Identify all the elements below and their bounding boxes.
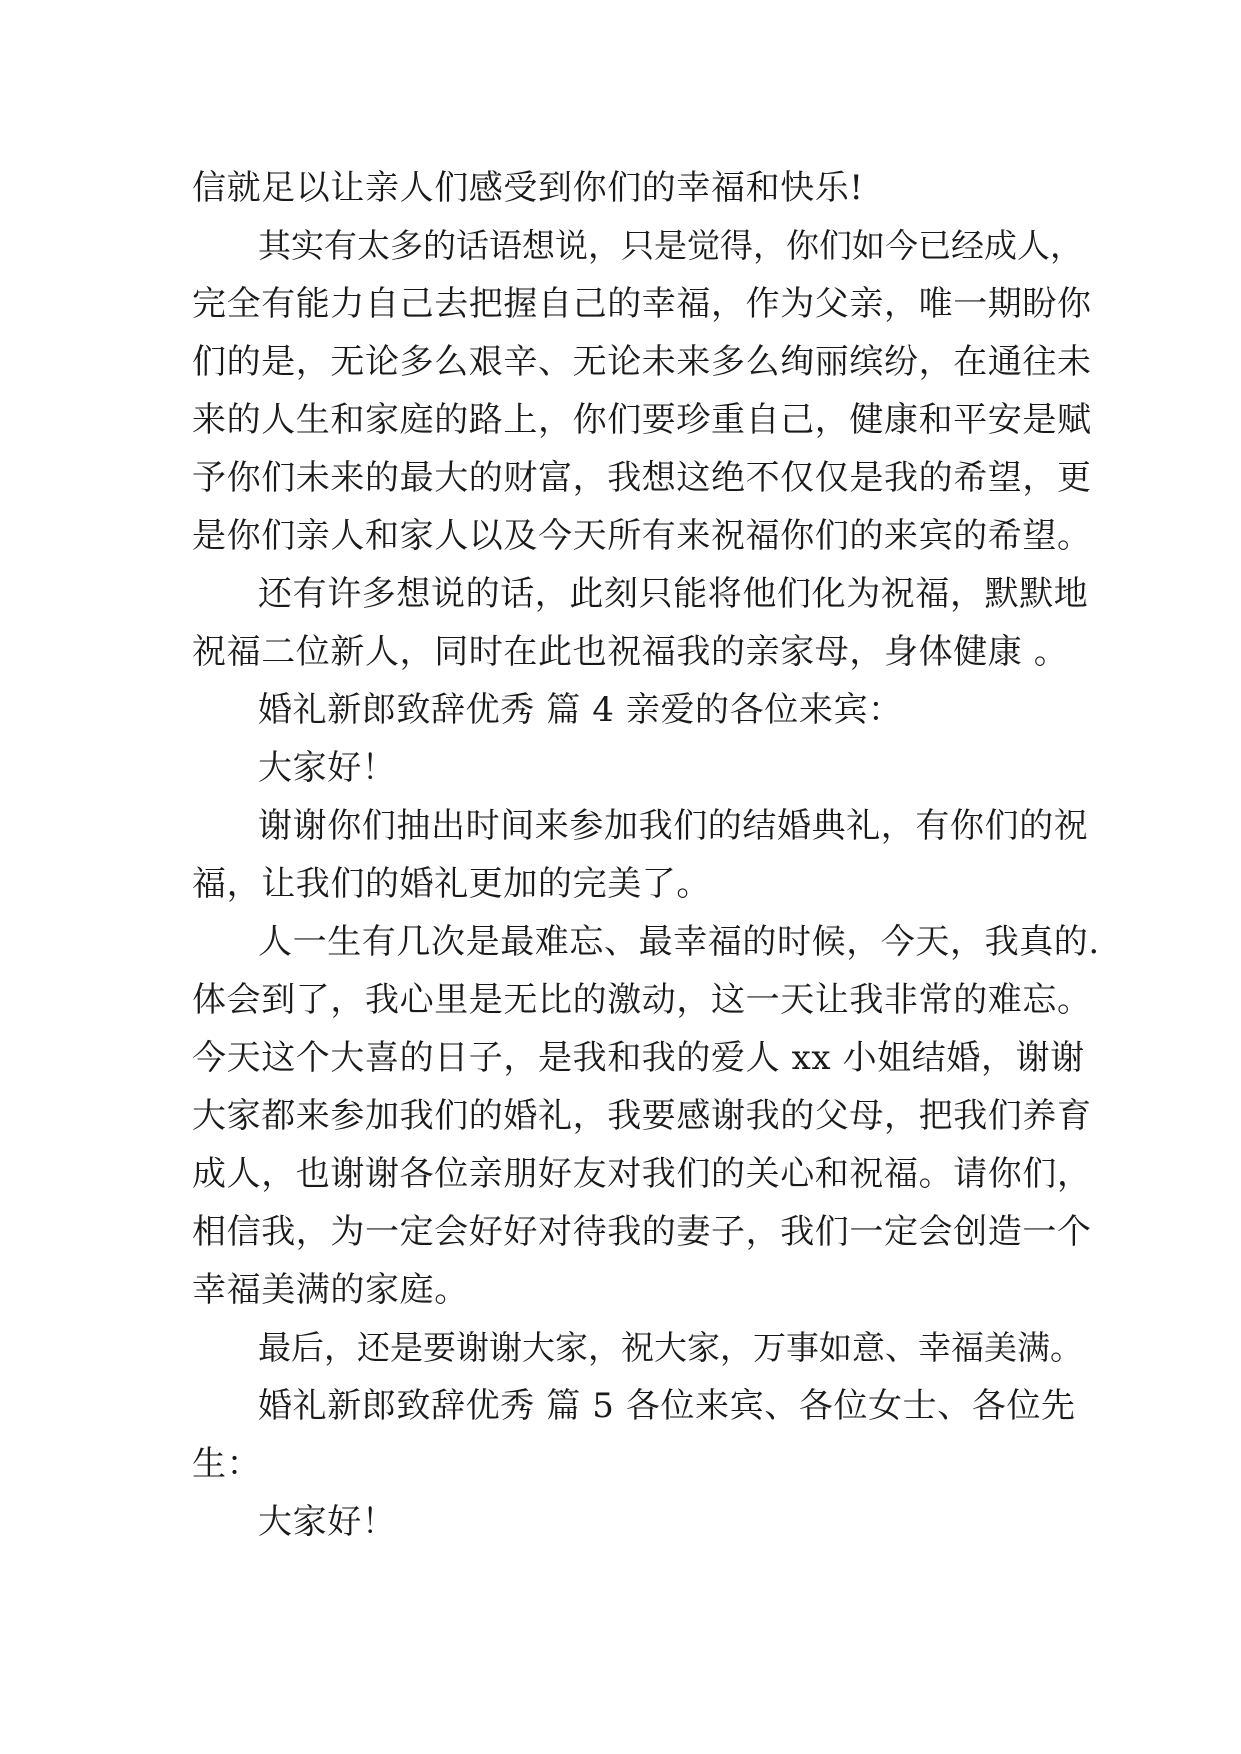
text-line (0, 1144, 1241, 1204)
text-line-content: 信就足以让亲人们感受到你们的幸福和快乐! (192, 168, 864, 208)
text-line (0, 506, 1241, 566)
text-line-content: 成人，也谢谢各位亲朋好友对我们的关心和祝福。请你们， (192, 1154, 1092, 1194)
text-line (0, 912, 1241, 972)
text-line (0, 1086, 1241, 1146)
text-line (0, 332, 1241, 392)
text-line (0, 390, 1241, 450)
text-line-content: 相信我，为一定会好好对待我的妻子，我们一定会创造一个 (192, 1212, 1092, 1252)
text-line-content: 予你们未来的最大的财富，我想这绝不仅仅是我的希望，更 (192, 458, 1092, 498)
text-line-content: 体会到了，我心里是无比的激动，这一天让我非常的难忘。 (192, 980, 1092, 1020)
text-line (0, 796, 1241, 856)
text-line (0, 1434, 1241, 1494)
text-line-content: 其实有太多的话语想说，只是觉得，你们如今已经成人， (258, 226, 1083, 265)
text-line (0, 158, 1241, 218)
text-line-content: 最后，还是要谢谢大家，祝大家，万事如意、幸福美满。 (258, 1328, 1083, 1367)
text-line (0, 1028, 1241, 1088)
text-line-content: 们的是，无论多么艰辛、无论未来多么绚丽缤纷，在通往未 (192, 342, 1092, 382)
text-line (0, 216, 1241, 276)
text-line (0, 854, 1241, 914)
greeting-line (0, 738, 1241, 798)
text-line (0, 564, 1241, 624)
text-line-content: 大家好！ (258, 1502, 397, 1542)
text-line-content: 今天这个大喜的日子，是我和我的爱人 xx 小姐结婚，谢谢 (192, 1038, 1085, 1078)
text-line-content: 谢谢你们抽出时间来参加我们的结婚典礼，有你们的祝 (258, 806, 1089, 846)
text-line-content: 是你们亲人和家人以及今天所有来祝福你们的来宾的希望。 (192, 516, 1092, 556)
text-line-content: 来的人生和家庭的路上，你们要珍重自己，健康和平安是赋 (192, 400, 1092, 440)
text-line (0, 1260, 1241, 1320)
text-line-content: 婚礼新郎致辞优秀 篇 5 各位来宾、各位女士、各位先 (258, 1386, 1076, 1426)
text-line-content: 生： (192, 1444, 262, 1484)
text-line-content: 婚礼新郎致辞优秀 篇 4 亲爱的各位来宾： (258, 690, 903, 730)
text-line (0, 622, 1241, 682)
text-line-content: 祝福二位新人，同时在此也祝福我的亲家母，身体健康 。 (192, 632, 1069, 672)
section-heading (0, 680, 1241, 740)
text-line (0, 970, 1241, 1030)
text-line (0, 1318, 1241, 1378)
text-line-content: 人一生有几次是最难忘、最幸福的时候，今天，我真的. (258, 922, 1100, 962)
text-line (0, 448, 1241, 508)
text-line (0, 274, 1241, 334)
section-heading (0, 1376, 1241, 1436)
text-line-content: 还有许多想说的话，此刻只能将他们化为祝福，默默地 (258, 574, 1089, 614)
greeting-line (0, 1492, 1241, 1552)
text-line-content: 大家好！ (258, 748, 397, 788)
text-line (0, 1202, 1241, 1262)
text-line-content: 大家都来参加我们的婚礼，我要感谢我的父母，把我们养育 (192, 1096, 1092, 1136)
text-line-content: 幸福美满的家庭。 (192, 1270, 469, 1310)
text-line-content: 完全有能力自己去把握自己的幸福，作为父亲，唯一期盼你 (192, 284, 1092, 324)
text-line-content: 福，让我们的婚礼更加的完美了。 (192, 864, 711, 904)
